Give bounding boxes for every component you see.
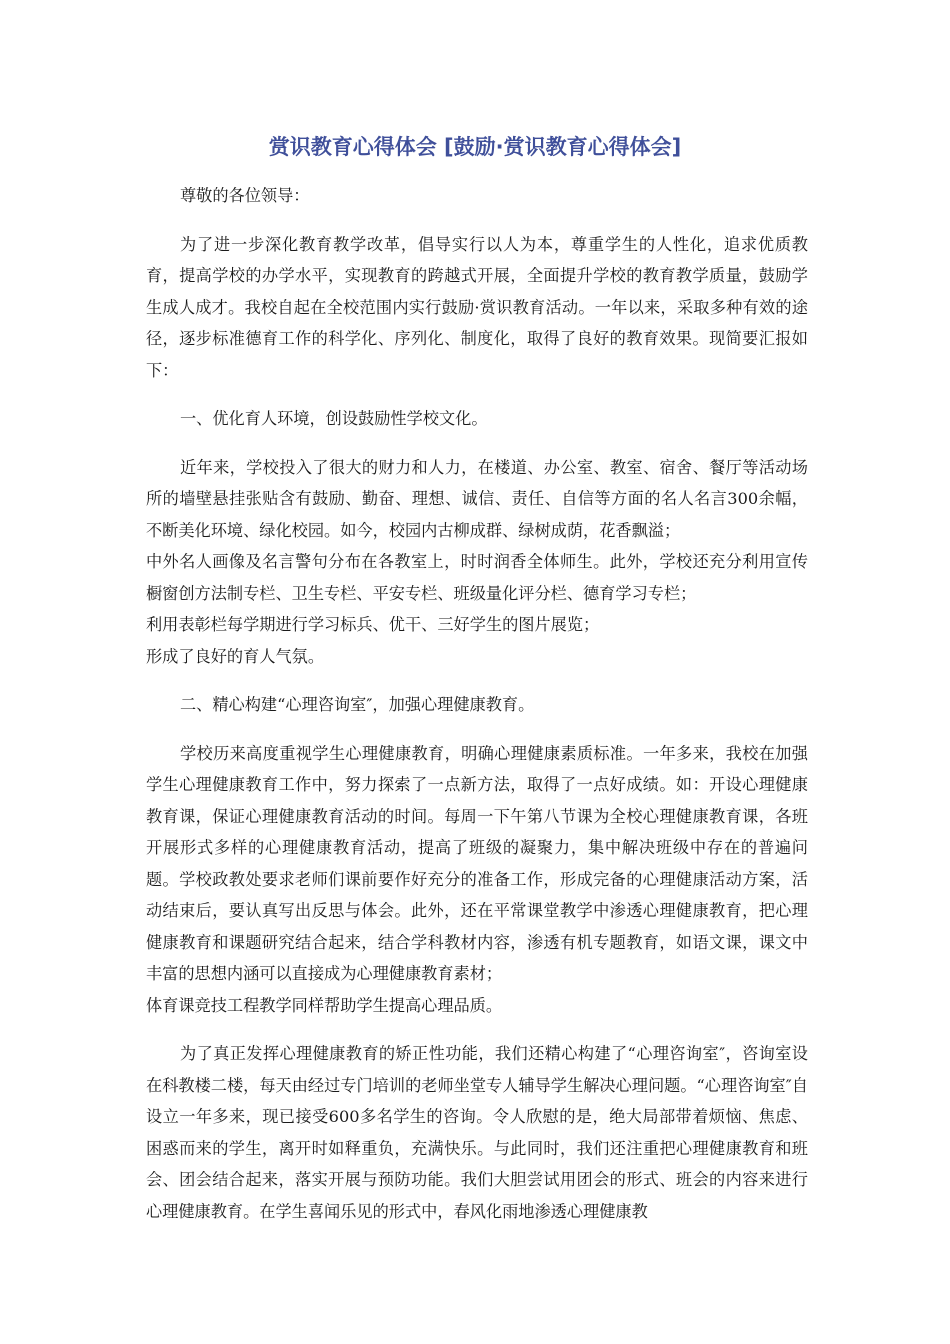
- paragraph-intro: 为了进一步深化教育教学改革，倡导实行以人为本，尊重学生的人性化，追求优质教育，提高学校的办学水平，实现教育的跨越式开展，全面提升学校的教育教学质量，鼓励学生成人成才。我校自起在全校范围内实行鼓励·赏识教育活动。一年以来，采取多种有效的途径，逐步标准德育工作的科学化、序列化、制度化，取得了良好的教育效果。现简要汇报如下：: [146, 234, 808, 380]
- document-body: [146, 180, 808, 1227]
- paragraph-environment-line: 中外名人画像及名言警句分布在各教室上，时时润香全体师生。此外，学校还充分利用宣传橱窗创方法制专栏、卫生专栏、平安专栏、班级量化评分栏、德育学习专栏；: [146, 552, 808, 603]
- greeting: 尊敬的各位领导：: [180, 186, 310, 205]
- paragraph-counseling-room: 为了真正发挥心理健康教育的矫正性功能，我们还精心构建了“心理咨询室″，咨询室设在科教楼二楼，每天由经过专门培训的老师坐堂专人辅导学生解决心理问题。“心理咨询室″自设立一年多来，现已接受600多名学生的咨询。令人欣慰的是，绝大局部带着烦恼、焦虑、困惑而来的学生，离开时如释重负，充满快乐。与此同时，我们还注重把心理健康教育和班会、团会结合起来，落实开展与预防功能。我们大胆尝试用团会的形式、班会的内容来进行心理健康教育。在学生喜闻乐见的形式中，春风化雨地渗透心理健康教: [146, 1044, 808, 1221]
- document-title: 赏识教育心得体会 [鼓励·赏识教育心得体会]: [268, 135, 682, 159]
- paragraph-environment: 近年来，学校投入了很大的财力和人力，在楼道、办公室、教室、宿舍、餐厅等活动场所的墙壁悬挂张贴含有鼓励、勤奋、理想、诚信、责任、自信等方面的名人名言300余幅，不断美化环境、绿化校园。如今，校园内古柳成群、绿树成荫，花香飘溢；: [146, 457, 808, 540]
- paragraph-environment-line: 利用表彰栏每学期进行学习标兵、优干、三好学生的图片展览；: [146, 615, 600, 634]
- paragraph-environment-line: 形成了良好的育人气氛。: [146, 646, 325, 666]
- paragraph-mental-health: 学校历来高度重视学生心理健康教育，明确心理健康素质标准。一年多来，我校在加强学生心理健康教育工作中，努力探索了一点新方法，取得了一点好成绩。如：开设心理健康教育课，保证心理健康教育活动的时间。每周一下午第八节课为全校心理健康教育课，各班开展形式多样的心理健康教育活动，提高了班级的凝聚力，集中解决班级中存在的普遍问题。学校政教处要求老师们课前要作好充分的准备工作，形成完备的心理健康活动方案，活动结束后，要认真写出反思与体会。此外，还在平常课堂教学中渗透心理健康教育，把心理健康教育和课题研究结合起来，结合学科教材内容，渗透有机专题教育，如语文课，课文中丰富的思想内涵可以直接成为心理健康教育素材；: [146, 743, 808, 983]
- paragraph-mental-health-line: 体育课竞技工程教学同样帮助学生提高心理品质。: [146, 995, 503, 1015]
- section-heading-2: 二、精心构建“心理咨询室″，加强心理健康教育。: [180, 695, 535, 714]
- section-heading-1: 一、优化育人环境，创设鼓励性学校文化。: [180, 409, 488, 428]
